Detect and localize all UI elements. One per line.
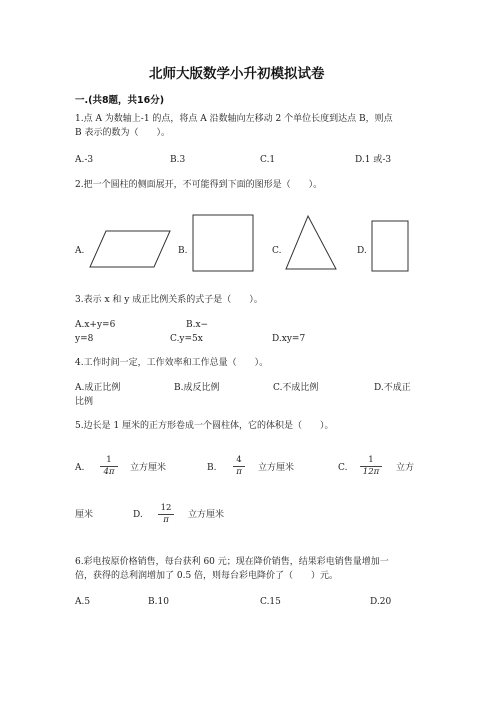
q5-unit-c-cont: 厘米: [75, 510, 94, 520]
q6-option-a: A.5: [75, 597, 91, 607]
q5-fraction-a-denominator: 4π: [103, 467, 115, 477]
q4-option-b: B.成反比例: [174, 383, 220, 393]
section-header: 一.(共8题，共16分): [75, 95, 165, 106]
q5-fraction-d-numerator: 12: [158, 503, 174, 515]
q4-text: 4.工作时间一定，工作效率和工作总量（ ）。: [75, 358, 269, 368]
q3-option-c: C.y=5x: [170, 334, 203, 344]
q5-fraction-b-numerator: 4: [233, 455, 245, 467]
q1-text-line1: 1.点 A 为数轴上-1 的点，将点 A 沿数轴向左移动 2 个单位长度到达点 B，则点: [75, 114, 393, 124]
q4-option-c: C.不成比例: [273, 383, 319, 393]
parallelogram-icon: [88, 228, 174, 270]
q5-text: 5.边长是 1 厘米的正方形卷成一个圆柱体，它的体积是（ ）。: [75, 421, 334, 431]
q4-option-d: D.不成正: [374, 383, 411, 393]
q5-label-b: B.: [207, 463, 217, 473]
q4-option-a: A.成正比例: [75, 383, 121, 393]
q5-fraction-b-denominator: π: [236, 467, 242, 477]
q1-option-a: A.-3: [75, 155, 94, 165]
q1-option-d: D.1 或-3: [355, 155, 392, 165]
q5-fraction-c: [360, 455, 382, 478]
page-title: 北师大版数学小升初模拟试卷: [149, 66, 325, 82]
q5-fraction-d: [158, 503, 174, 526]
q1-option-c: C.1: [260, 155, 276, 165]
q1-option-b: B.3: [170, 155, 186, 165]
q5-fraction-a: [100, 455, 118, 478]
q1-text-line2: B 表示的数为（ ）。: [75, 128, 170, 138]
q5-fraction-b: [233, 455, 245, 478]
rectangle-icon: [371, 220, 409, 272]
q5-fraction-a-numerator: 1: [100, 455, 118, 467]
q5-unit-c: 立方: [396, 463, 415, 473]
q3-option-d: D.xy=7: [272, 334, 306, 344]
q6-text-line2: 倍，获得的总利润增加了 0.5 倍，则每台彩电降价了（ ）元。: [75, 571, 339, 581]
q3-option-a: A.x+y=6: [75, 320, 116, 330]
triangle-icon: [284, 214, 338, 272]
q5-fraction-c-numerator: 1: [360, 455, 382, 467]
q3-option-b: B.x−: [186, 320, 209, 330]
q5-label-d: D.: [133, 510, 143, 520]
q5-label-a: A.: [75, 463, 85, 473]
q5-unit-a: 立方厘米: [130, 463, 167, 473]
q5-fraction-c-denominator: 12π: [362, 467, 380, 477]
q5-label-c: C.: [338, 463, 348, 473]
q2-label-c: C.: [272, 246, 282, 256]
q3-text: 3.表示 x 和 y 成正比例关系的式子是（ ）。: [75, 295, 263, 305]
q3-option-b-cont: y=8: [75, 334, 94, 344]
q6-text-line1: 6.彩电按原价格销售，每台获利 60 元；现在降价销售，结果彩电销售量增加一: [75, 557, 389, 567]
q5-unit-b: 立方厘米: [258, 463, 295, 473]
q2-label-d: D.: [357, 246, 367, 256]
square-icon: [192, 214, 254, 272]
q2-text: 2.把一个圆柱的侧面展开，不可能得到下面的图形是（ ）。: [75, 180, 323, 190]
q2-label-b: B.: [178, 246, 188, 256]
q5-fraction-d-denominator: π: [163, 515, 169, 525]
q6-option-b: B.10: [148, 597, 169, 607]
q4-option-d-cont: 比例: [75, 397, 94, 407]
q6-option-d: D.20: [370, 597, 392, 607]
q5-unit-d: 立方厘米: [188, 510, 225, 520]
q2-label-a: A.: [75, 246, 85, 256]
q6-option-c: C.15: [260, 597, 281, 607]
